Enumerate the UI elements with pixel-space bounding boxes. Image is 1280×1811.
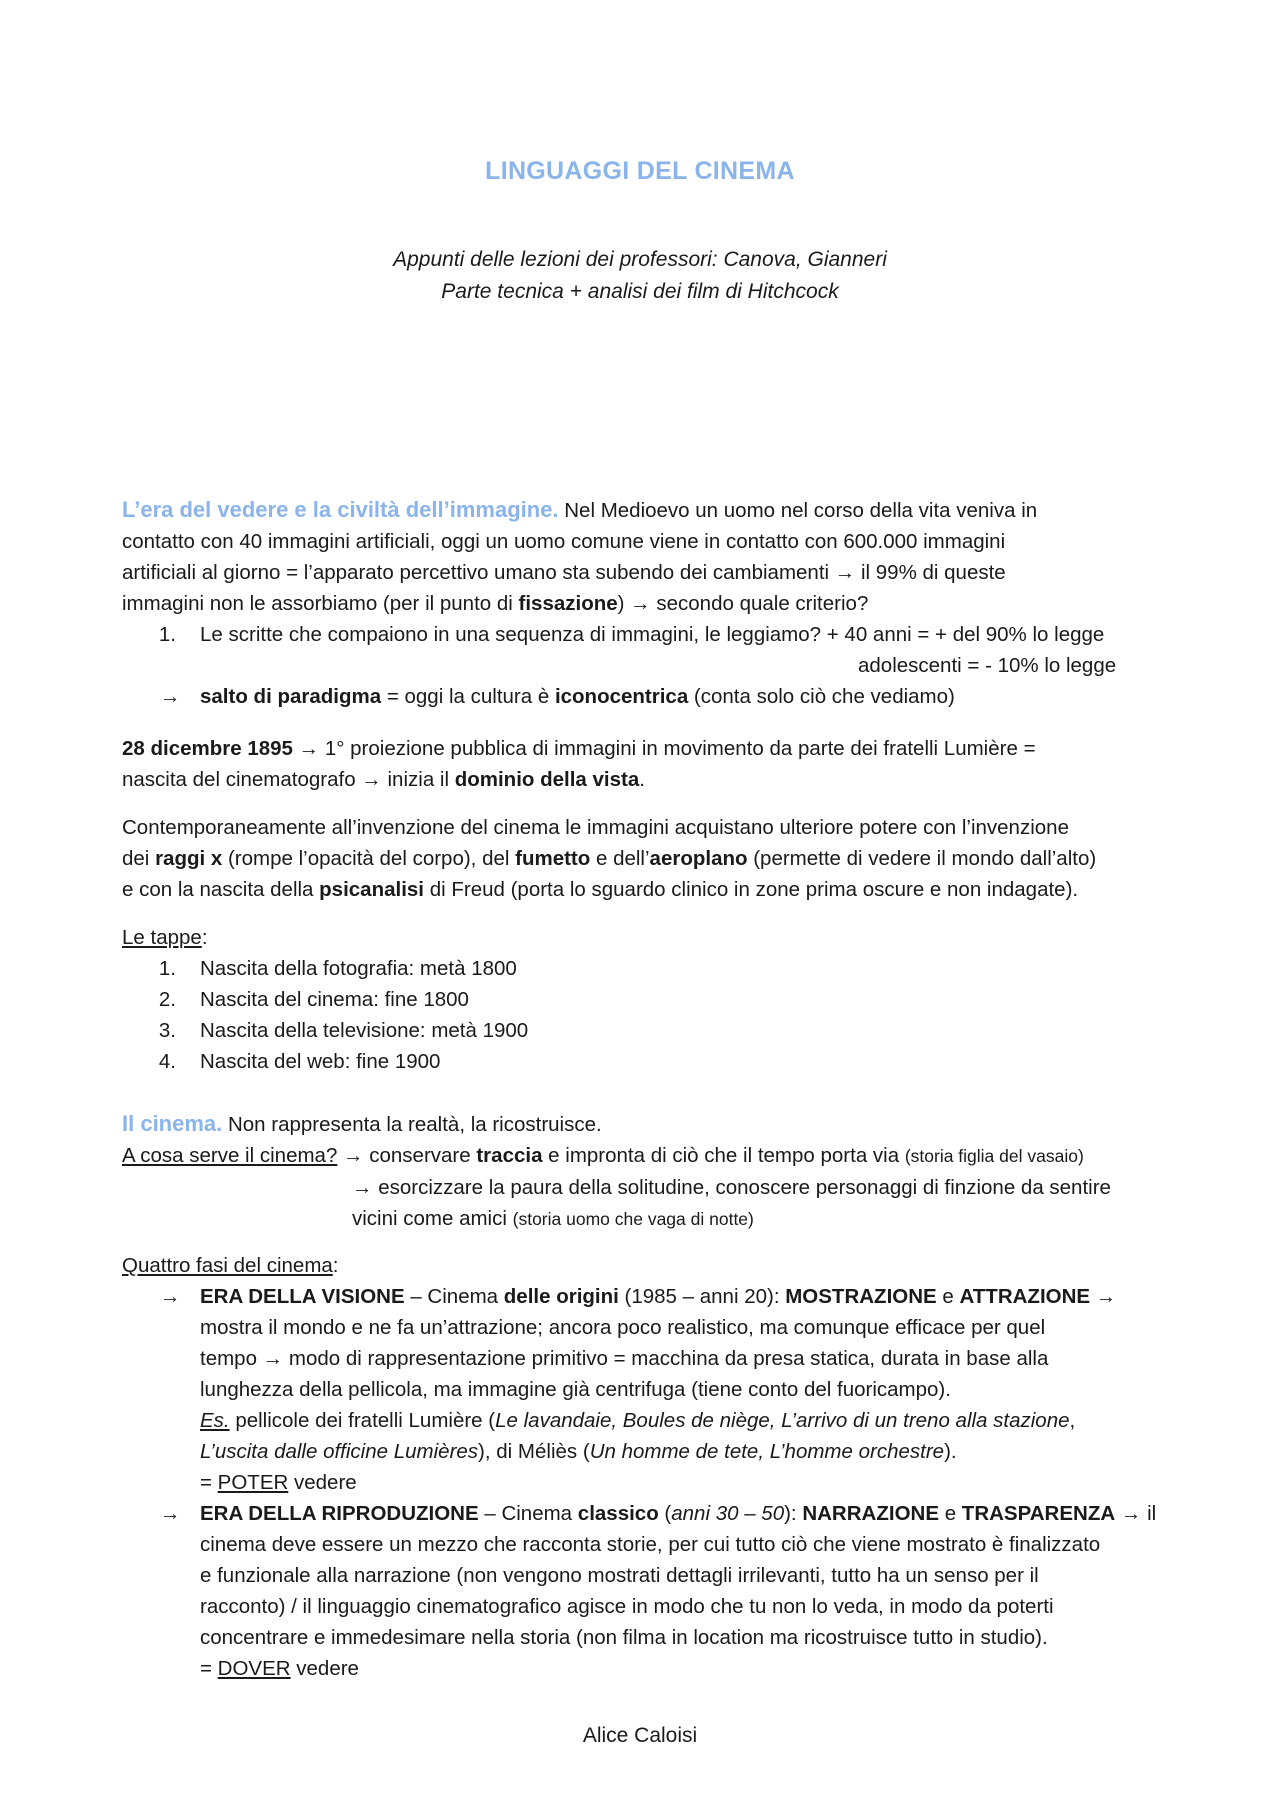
paragraph-line: L’era del vedere e la civiltà dell’immagine. Nel Medioevo un uomo nel corso della vita veniva in [122, 497, 1038, 522]
paragraph-line: A cosa serve il cinema? → conservare traccia e impronta di ciò che il tempo porta via (storia figlia del vasaio) [122, 1144, 1084, 1167]
paragraph-line: vicini come amici (storia uomo che vaga di notte) [352, 1207, 754, 1230]
paragraph-line: 28 dicembre 1895 → 1° proiezione pubblica di immagini in movimento da parte dei fratelli Lumière = [122, 737, 1036, 760]
numbered-item: 2. Nascita del cinema: fine 1800 [158, 988, 469, 1011]
section-quattro-fasi [122, 1250, 1182, 1684]
subtitle-line: Parte tecnica + analisi dei film di Hitchcock [441, 280, 839, 303]
arrow-icon: → [160, 685, 181, 708]
arrow-icon: → [160, 1285, 181, 1308]
numbered-item: 1. Nascita della fotografia: metà 1800 [158, 957, 517, 980]
document-title: LINGUAGGI DEL CINEMA [485, 157, 795, 185]
paragraph-line: contatto con 40 immagini artificiali, oggi un uomo comune viene in contatto con 600.000 immagini [122, 530, 1006, 553]
paragraph-line: dei raggi x (rompe l’opacità del corpo), del fumetto e dell’aeroplano (permette di vedere il mondo dall’alto) [122, 847, 1097, 870]
section-contemporaneamente [122, 812, 1182, 905]
page-footer-author: Alice Caloisi [582, 1724, 698, 1747]
paragraph-line: immagini non le assorbiamo (per il punto di fissazione) → secondo quale criterio? [122, 592, 869, 615]
section-1895 [122, 733, 1182, 795]
paragraph-line: → esorcizzare la paura della solitudine, conoscere personaggi di finzione da sentire [352, 1176, 1111, 1199]
document-subtitle [0, 244, 1280, 308]
section-heading: Il cinema. [122, 1111, 223, 1136]
subtitle-line: Appunti delle lezioni dei professori: Canova, Gianneri [393, 248, 887, 271]
section-il-cinema [122, 1108, 1182, 1235]
arrow-icon: → [160, 1502, 181, 1525]
paragraph-line: Il cinema. Non rappresenta la realtà, la ricostruisce. [122, 1111, 602, 1136]
fasi-heading: Quattro fasi del cinema: [122, 1254, 339, 1277]
paragraph-line: artificiali al giorno = l’apparato percettivo umano sta subendo dei cambiamenti → il 99% di queste [122, 561, 1006, 584]
section-tappe [122, 922, 1182, 1077]
paragraph-line: e con la nascita della psicanalisi di Freud (porta lo sguardo clinico in zone prima oscure e non indagate). [122, 878, 1079, 901]
fase-visione: → ERA DELLA VISIONE – Cinema delle origini (1985 – anni 20): MOSTRAZIONE e ATTRAZIONE → mostra il mondo e ne fa un’attrazione; ancora poco realistico, ma comunque efficace per quel tempo → modo di rappresentazione primitivo = macchina da presa statica, durata in base alla lunghezza della pellicola, ma immagine già centrifuga (tiene conto del fuoricampo). Es. pellicole dei fratelli Lumière (Le lavandaie, Boules de niège, L’arrivo di un treno alla stazione, L’uscita dalle officine Lumières), di Méliès (Un homme de tete, L’homme orchestre). = POTER vedere [122, 1281, 1182, 1498]
section-heading: L’era del vedere e la civiltà dell’immagine. [122, 497, 559, 522]
numbered-item: 3. Nascita della televisione: metà 1900 [158, 1019, 529, 1042]
numbered-item-continuation: adolescenti = - 10% lo legge [858, 654, 1117, 677]
section-era-del-vedere [122, 494, 1182, 712]
paragraph-line: nascita del cinematografo → inizia il dominio della vista. [122, 768, 645, 791]
tappe-heading: Le tappe: [122, 926, 208, 949]
fase-riproduzione: → ERA DELLA RIPRODUZIONE – Cinema classico (anni 30 – 50): NARRAZIONE e TRASPARENZA → il cinema deve essere un mezzo che racconta storie, per cui tutto ciò che viene mostrato è finalizzato e funzionale alla narrazione (non vengono mostrati dettagli irrilevanti, tutto ha un senso per il racconto) / il linguaggio cinematografico agisce in modo che tu non lo veda, in modo da poterti concentrare e immedesimare nella storia (non filma in location ma ricostruisce tutto in studio). = DOVER vedere [122, 1498, 1182, 1684]
arrow-item: → salto di paradigma = oggi la cultura è iconocentrica (conta solo ciò che vediamo) [122, 681, 1182, 712]
numbered-item: 1. Le scritte che compaiono in una sequenza di immagini, le leggiamo? + 40 anni = + del 90% lo legge [158, 623, 1105, 646]
numbered-item: 4. Nascita del web: fine 1900 [158, 1050, 441, 1073]
paragraph-line: Contemporaneamente all’invenzione del cinema le immagini acquistano ulteriore potere con l’invenzione [122, 816, 1069, 839]
